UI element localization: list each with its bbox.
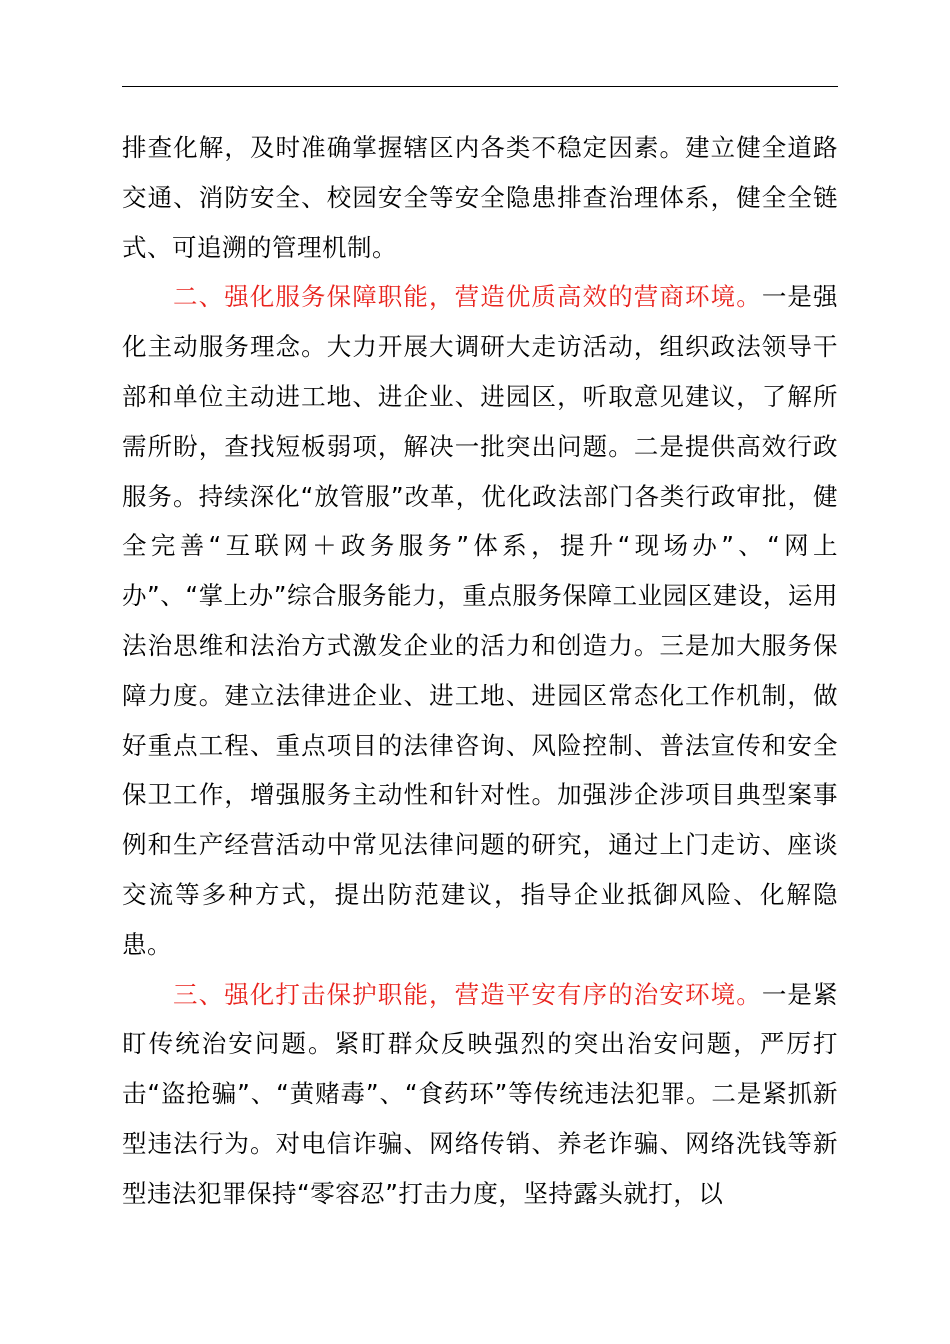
header-rule: [122, 86, 838, 87]
section-heading-three: 三、强化打击保护职能，营造平安有序的治安环境。: [173, 979, 762, 1009]
paragraph-section-two: [122, 272, 838, 969]
paragraph-text: 一是紧盯传统治安问题。紧盯群众反映强烈的突出治安问题，严厉打击“盗抢骗”、“黄赌毒”、“食药环”等传统违法犯罪。二是紧抓新型违法行为。对电信诈骗、网络传销、养老诈骗、网络洗钱等新型违法犯罪保持“零容忍”打击力度，坚持露头就打，以: [122, 979, 839, 1208]
paragraph-text: 一是强化主动服务理念。大力开展大调研大走访活动，组织政法领导干部和单位主动进工地、进企业、进园区，听取意见建议，了解所需所盼，查找短板弱项，解决一批突出问题。二是提供高效行政服务。持续深化“放管服”改革，优化政法部门各类行政审批，健全完善“互联网＋政务服务”体系，提升“现场办”、“网上办”、“掌上办”综合服务能力，重点服务保障工业园区建设，运用法治思维和法治方式激发企业的活力和创造力。三是加大服务保障力度。建立法律进企业、进工地、进园区常态化工作机制，做好重点工程、重点项目的法律咨询、风险控制、普法宣传和安全保卫工作，增强服务主动性和针对性。加强涉企涉项目典型案事例和生产经营活动中常见法律问题的研究，通过上门走访、座谈交流等多种方式，提出防范建议，指导企业抵御风险、化解隐患。: [122, 282, 839, 959]
section-heading-two: 二、强化服务保障职能，营造优质高效的营商环境。: [173, 282, 762, 312]
paragraph-text: 排查化解，及时准确掌握辖区内各类不稳定因素。建立健全道路交通、消防安全、校园安全等安全隐患排查治理体系，健全全链式、可追溯的管理机制。: [122, 133, 838, 262]
paragraph-section-three: [122, 970, 838, 1219]
paragraph-continuation: [122, 123, 838, 272]
document-body: [122, 123, 838, 1219]
